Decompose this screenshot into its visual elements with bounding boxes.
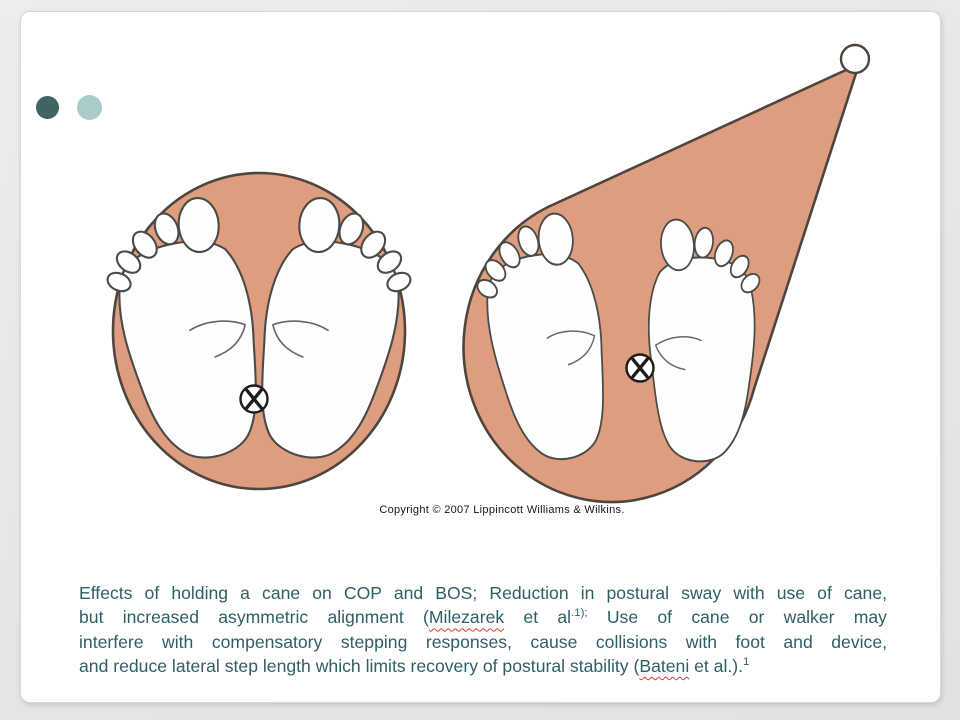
bos-with-cane-diagram	[462, 45, 869, 502]
caption-line-2	[79, 605, 887, 629]
slide-accent-dot-dark	[36, 96, 59, 119]
cop-marker-icon	[241, 386, 268, 413]
caption-line-3	[79, 630, 887, 654]
cop-marker-icon	[627, 355, 654, 382]
figure-copyright: Copyright © 2007 Lippincott Williams & Wilkins.	[379, 504, 625, 516]
caption-text: and reduce lateral step length which limits recovery of postural stability (	[79, 656, 640, 677]
superscript-citation: .1);	[571, 607, 588, 620]
superscript-citation: 1	[743, 656, 750, 669]
caption-line-4	[79, 654, 887, 678]
caption-text: et al	[504, 607, 572, 628]
caption-text: but increased asymmetric alignment (	[79, 607, 429, 628]
caption-line-1	[79, 581, 887, 605]
cane-tip-circle	[841, 45, 869, 73]
bos-without-cane-diagram	[91, 173, 429, 489]
slide-caption	[79, 581, 887, 679]
caption-text: et al.).	[689, 656, 744, 677]
caption-text: Effects of holding a cane on COP and BOS; Reduction in postural sway with use of cane,	[79, 583, 887, 603]
slide	[20, 11, 941, 703]
misspelled-word: Milezarek	[428, 607, 505, 628]
bos-cop-figure	[91, 31, 941, 506]
caption-text: interfere with compensatory stepping responses, cause collisions with foot and device,	[79, 631, 887, 652]
misspelled-word: Bateni	[639, 656, 690, 677]
caption-text: Use of cane or walker may	[587, 607, 887, 628]
